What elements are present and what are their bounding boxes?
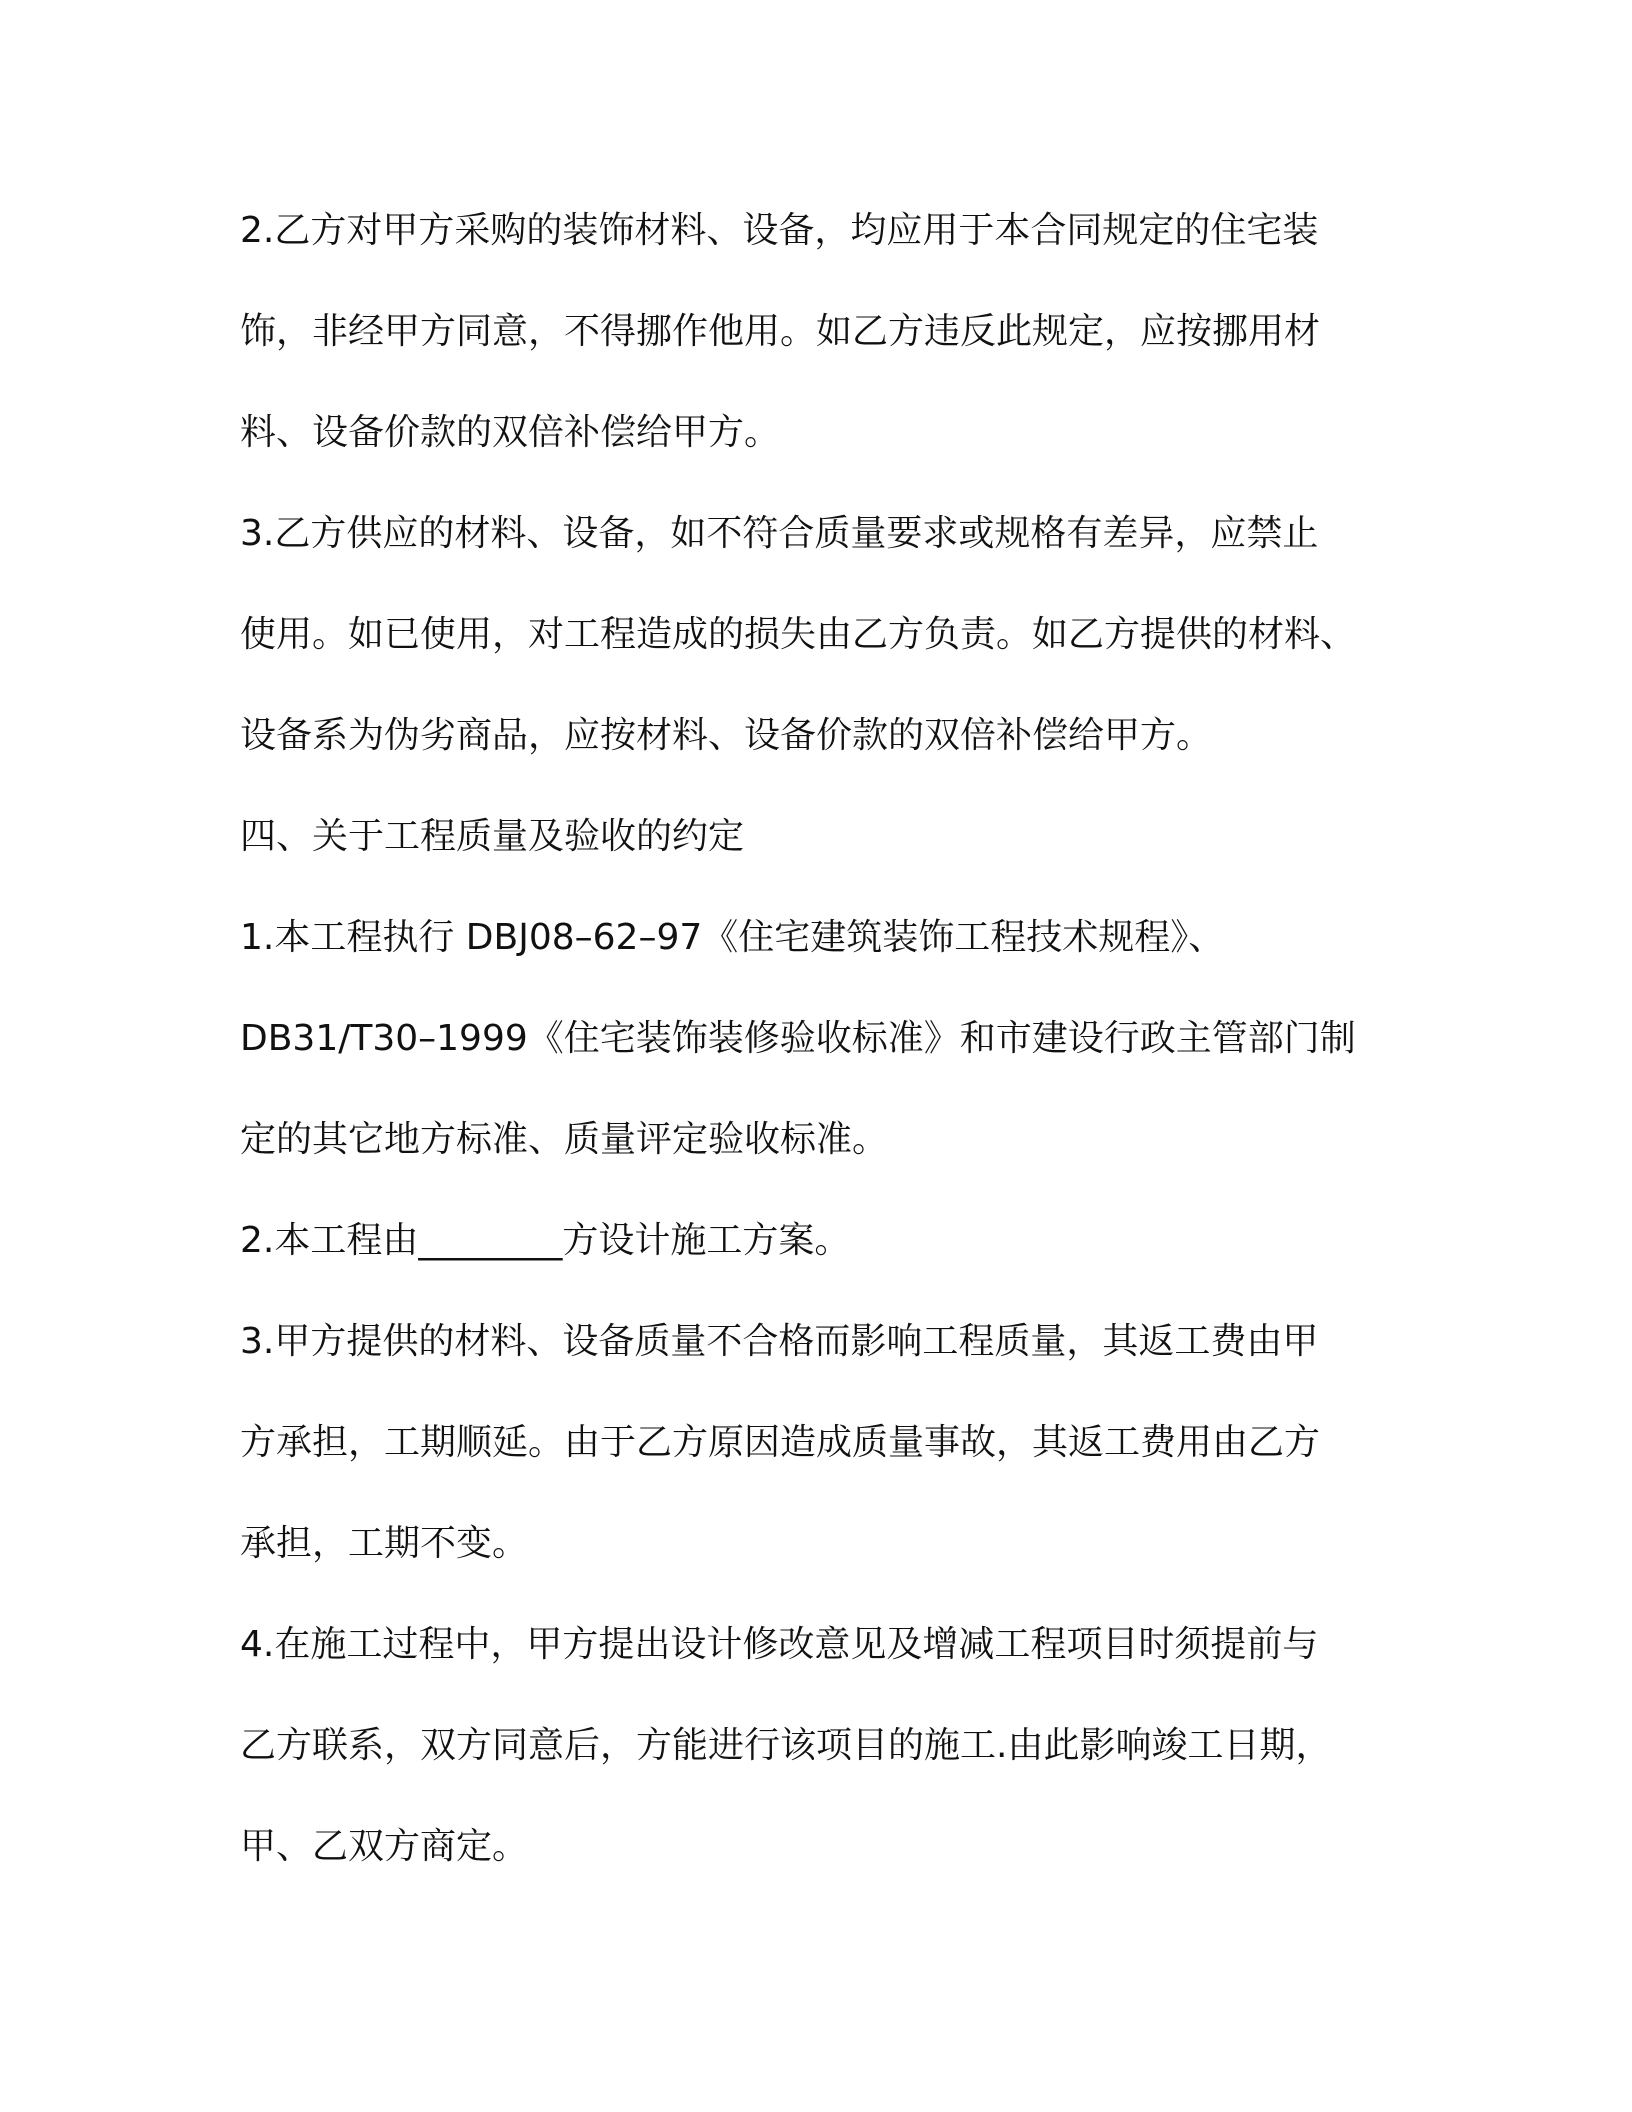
text-line: DB31/T30–1999《住宅装饰装修验收标准》和市建设行政主管部门制 <box>240 1018 1356 1059</box>
text-line: 定的其它地方标准、质量评定验收标准。 <box>240 1119 889 1160</box>
text-line: 1.本工程执行 DBJ08–62–97《住宅建筑装饰工程技术规程》、 <box>240 917 1225 958</box>
text-line: 方承担，工期顺延。由于乙方原因造成质量事故，其返工费用由乙方 <box>240 1422 1321 1463</box>
text-line: 承担，工期不变。 <box>240 1523 529 1564</box>
text-line: 甲、乙双方商定。 <box>240 1826 529 1867</box>
text-line: 2.乙方对甲方采购的装饰材料、设备，均应用于本合同规定的住宅装 <box>240 210 1319 251</box>
text-line: 2.本工程由________方设计施工方案。 <box>240 1220 851 1261</box>
text-line: 设备系为伪劣商品，应按材料、设备价款的双倍补偿给甲方。 <box>240 715 1213 756</box>
text-line: 3.乙方供应的材料、设备，如不符合质量要求或规格有差异，应禁止 <box>240 513 1319 554</box>
document-body <box>240 180 1400 1897</box>
text-line: 饰，非经甲方同意，不得挪作他用。如乙方违反此规定，应按挪用材 <box>240 311 1321 352</box>
text-line: 3.甲方提供的材料、设备质量不合格而影响工程质量，其返工费由甲 <box>240 1321 1319 1362</box>
text-line: 使用。如已使用，对工程造成的损失由乙方负责。如乙方提供的材料、 <box>240 614 1357 655</box>
text-line: 4.在施工过程中，甲方提出设计修改意见及增减工程项目时须提前与 <box>240 1624 1319 1665</box>
section-heading: 四、关于工程质量及验收的约定 <box>240 816 745 857</box>
text-line: 乙方联系，双方同意后，方能进行该项目的施工.由此影响竣工日期， <box>240 1725 1332 1766</box>
text-line: 料、设备价款的双倍补偿给甲方。 <box>240 412 781 453</box>
